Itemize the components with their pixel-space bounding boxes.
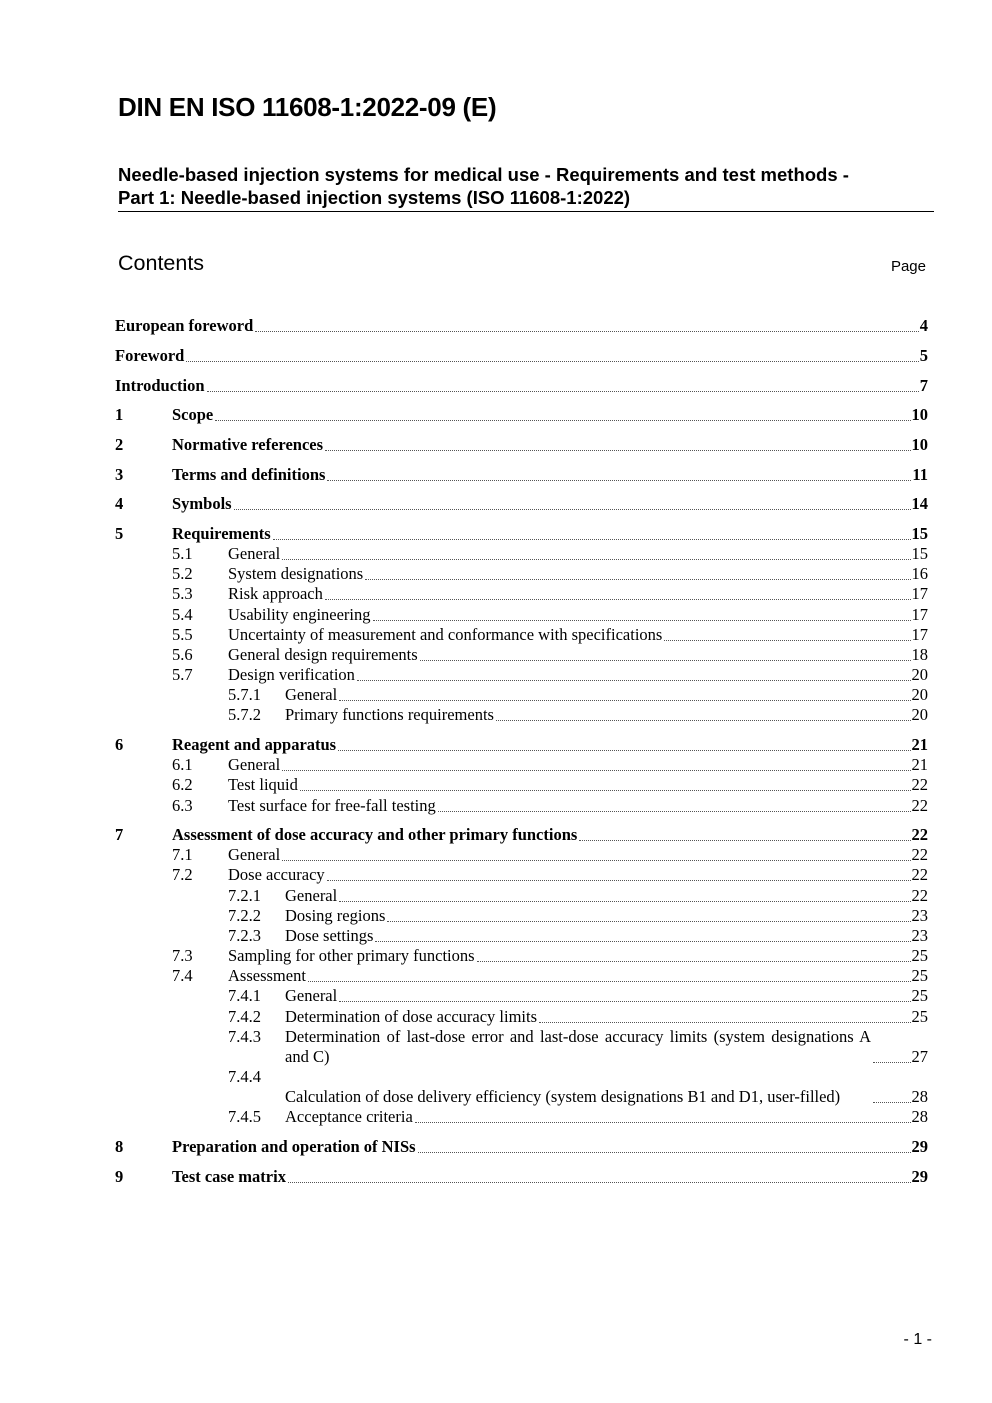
toc-dot-leader — [365, 565, 910, 580]
toc-dot-leader — [327, 866, 911, 881]
toc-entry-title: Introduction — [115, 376, 205, 395]
toc-entry-number: 2 — [115, 435, 124, 454]
toc-entry[interactable] — [0, 376, 928, 396]
toc-entry-page: 25 — [911, 946, 928, 965]
toc-entry-title: Requirements — [172, 524, 271, 543]
document-subtitle — [118, 163, 934, 212]
toc-entry[interactable] — [0, 544, 928, 564]
toc-entry-title: Dose settings — [285, 926, 374, 945]
toc-entry[interactable] — [0, 755, 928, 775]
toc-dot-leader — [373, 606, 911, 621]
toc-entry[interactable] — [0, 705, 928, 725]
toc-dot-leader — [255, 317, 918, 332]
toc-entry-number: 7.2 — [172, 865, 193, 884]
toc-dot-leader — [186, 347, 918, 362]
toc-dot-leader — [438, 797, 911, 812]
footer-page-number: - 1 - — [903, 1331, 932, 1348]
toc-entry-number: 5.3 — [172, 584, 193, 603]
toc-entry-number: 5 — [115, 524, 124, 543]
toc-entry-title: Reagent and apparatus — [172, 735, 337, 754]
toc-entry-title: General design requirements — [228, 645, 418, 664]
toc-entry-number: 7.2.3 — [228, 926, 261, 945]
toc-entry-title: General — [228, 544, 281, 563]
toc-entry[interactable] — [0, 645, 928, 665]
toc-dot-leader — [375, 927, 910, 942]
toc-entry-title: Dose accuracy — [228, 865, 325, 884]
toc-entry-page: 25 — [911, 1007, 928, 1026]
toc-entry-page: 7 — [919, 376, 928, 395]
toc-dot-leader — [282, 756, 910, 771]
toc-entry-title: Test case matrix — [172, 1167, 286, 1186]
subtitle-line-1: Needle-based injection systems for medical use - Requirements and test methods - — [118, 164, 849, 185]
toc-entry[interactable] — [0, 1027, 928, 1067]
toc-entry-page: 17 — [911, 584, 928, 603]
toc-entry-page: 29 — [911, 1137, 928, 1156]
toc-entry[interactable] — [0, 465, 928, 485]
toc-entry-title: European foreword — [115, 316, 254, 335]
toc-entry-title: Sampling for other primary functions — [228, 946, 475, 965]
toc-entry-page: 28 — [911, 1087, 928, 1106]
toc-entry[interactable] — [0, 346, 928, 366]
toc-entry-number: 6 — [115, 735, 124, 754]
toc-dot-leader — [338, 736, 910, 751]
page-column-label: Page — [890, 258, 926, 275]
toc-entry-number: 7.1 — [172, 845, 193, 864]
toc-entry-page: 25 — [911, 966, 928, 985]
toc-entry-page: 15 — [911, 524, 928, 543]
toc-entry-title: General — [285, 886, 338, 905]
toc-entry[interactable] — [0, 405, 928, 425]
toc-entry-number: 7.3 — [172, 946, 193, 965]
toc-entry-number: 5.2 — [172, 564, 193, 583]
toc-entry-number: 7.4 — [172, 966, 193, 985]
toc-entry-title: Assessment of dose accuracy and other primary functions — [172, 825, 578, 844]
toc-entry-page: 22 — [911, 845, 928, 864]
toc-dot-leader — [579, 826, 910, 841]
toc-entry-page: 22 — [911, 796, 928, 815]
toc-entry-number: 7.4.4 — [228, 1067, 261, 1086]
toc-entry-number: 5.1 — [172, 544, 193, 563]
toc-entry-page: 28 — [911, 1107, 928, 1126]
toc-entry-number: 5.5 — [172, 625, 193, 644]
toc-entry-title: Design verification — [228, 665, 355, 684]
toc-entry-number: 4 — [115, 494, 124, 513]
toc-entry-number: 5.7.2 — [228, 705, 261, 724]
toc-entry[interactable] — [0, 605, 928, 625]
toc-entry[interactable] — [0, 435, 928, 455]
toc-entry-number: 1 — [115, 405, 124, 424]
toc-entry-page: 22 — [911, 825, 928, 844]
toc-entry-page: 21 — [911, 755, 928, 774]
toc-entry-page: 22 — [911, 775, 928, 794]
toc-dot-leader — [273, 525, 911, 540]
toc-dot-leader — [282, 846, 910, 861]
toc-dot-leader — [282, 545, 910, 560]
toc-entry[interactable] — [0, 564, 928, 584]
toc-dot-leader — [288, 1168, 911, 1183]
toc-dot-leader — [873, 1048, 911, 1063]
toc-dot-leader — [308, 967, 911, 982]
toc-entry[interactable] — [0, 775, 928, 795]
toc-dot-leader — [418, 1138, 911, 1153]
toc-entry-title: Calculation of dose delivery efficiency (system designations B1 and D1, user-filled) — [285, 1087, 841, 1106]
toc-entry-page: 11 — [912, 465, 928, 484]
toc-dot-leader — [300, 776, 911, 791]
toc-entry-title: Uncertainty of measurement and conformance with specifications — [228, 625, 663, 644]
toc-entry-number: 9 — [115, 1167, 124, 1186]
toc-entry-title: Foreword — [115, 346, 185, 365]
toc-entry[interactable] — [0, 1067, 928, 1107]
toc-dot-leader — [420, 646, 911, 661]
toc-entry-title: General — [228, 845, 281, 864]
toc-entry-number: 7.4.2 — [228, 1007, 261, 1026]
toc-entry-page: 17 — [911, 625, 928, 644]
toc-entry-number: 5.6 — [172, 645, 193, 664]
toc-entry-page: 22 — [911, 886, 928, 905]
toc-entry-title: Scope — [172, 405, 214, 424]
toc-entry-title: Determination of last-dose error and last-dose accuracy limits (system designations A and C) — [285, 1027, 871, 1066]
toc-entry-page: 23 — [911, 906, 928, 925]
toc-entry-number: 5.7.1 — [228, 685, 261, 704]
toc-entry-number: 6.1 — [172, 755, 193, 774]
toc-entry-page: 20 — [911, 665, 928, 684]
toc-dot-leader — [325, 436, 910, 451]
toc-entry-title: General — [285, 685, 338, 704]
toc-entry-page: 29 — [911, 1167, 928, 1186]
toc-entry-page: 10 — [911, 405, 928, 424]
toc-entry[interactable] — [0, 946, 928, 966]
toc-entry-title: Symbols — [172, 494, 232, 513]
toc-entry-title: Usability engineering — [228, 605, 371, 624]
toc-entry-title: Determination of dose accuracy limits — [285, 1007, 537, 1026]
toc-entry-page: 20 — [911, 705, 928, 724]
toc-dot-leader — [415, 1108, 911, 1123]
toc-entry-number: 7.4.1 — [228, 986, 261, 1005]
toc-entry-title: Primary functions requirements — [285, 705, 494, 724]
toc-entry-title: Test surface for free-fall testing — [228, 796, 436, 815]
toc-entry-title: Acceptance criteria — [285, 1107, 413, 1126]
toc-dot-leader — [215, 406, 910, 421]
toc-entry-title: General — [285, 986, 338, 1005]
toc-entry-title: Preparation and operation of NISs — [172, 1137, 416, 1156]
subtitle-line-2: Part 1: Needle-based injection systems (ISO 11608-1:2022) — [118, 187, 631, 208]
toc-entry[interactable] — [0, 584, 928, 604]
toc-dot-leader — [477, 947, 911, 962]
toc-entry-page: 4 — [919, 316, 928, 335]
toc-entry-number: 6.3 — [172, 796, 193, 815]
toc-entry-page: 5 — [919, 346, 928, 365]
toc-entry-page: 21 — [911, 735, 928, 754]
toc-entry[interactable] — [0, 886, 928, 906]
toc-entry-title: Test liquid — [228, 775, 298, 794]
toc-entry-page: 17 — [911, 605, 928, 624]
toc-entry-number: 5.7 — [172, 665, 193, 684]
toc-entry[interactable] — [0, 986, 928, 1006]
toc-entry-page: 22 — [911, 865, 928, 884]
contents-heading: Contents — [118, 251, 205, 275]
toc-entry-number: 7 — [115, 825, 124, 844]
toc-entry-page: 18 — [911, 645, 928, 664]
toc-entry[interactable] — [0, 926, 928, 946]
toc-entry-page: 23 — [911, 926, 928, 945]
toc-entry-title: Dosing regions — [285, 906, 386, 925]
toc-dot-leader — [873, 1088, 911, 1103]
toc-entry-number: 8 — [115, 1137, 124, 1156]
toc-dot-leader — [664, 626, 910, 641]
toc-entry[interactable] — [0, 1107, 928, 1127]
toc-entry[interactable] — [0, 1167, 928, 1187]
toc-entry[interactable] — [0, 966, 928, 986]
toc-entry[interactable] — [0, 494, 928, 514]
toc-entry-number: 7.2.1 — [228, 886, 261, 905]
toc-entry-title: Terms and definitions — [172, 465, 326, 484]
toc-dot-leader — [339, 686, 910, 701]
toc-dot-leader — [325, 585, 911, 600]
toc-entry[interactable] — [0, 796, 928, 816]
toc-entry[interactable] — [0, 906, 928, 926]
toc-entry[interactable] — [0, 1007, 928, 1027]
toc-entry[interactable] — [0, 665, 928, 685]
toc-dot-leader — [207, 377, 919, 392]
toc-entry-title: Risk approach — [228, 584, 323, 603]
toc-entry-number: 6.2 — [172, 775, 193, 794]
toc-entry[interactable] — [0, 735, 928, 755]
toc-entry-page: 20 — [911, 685, 928, 704]
toc-entry[interactable] — [0, 845, 928, 865]
toc-entry-number: 5.4 — [172, 605, 193, 624]
toc-entry-title: Assessment — [228, 966, 306, 985]
toc-entry-number: 7.4.3 — [228, 1027, 261, 1046]
toc-entry-title: General — [228, 755, 281, 774]
toc-entry[interactable] — [0, 1137, 928, 1157]
toc-entry-page: 14 — [911, 494, 928, 513]
toc-entry-title: Normative references — [172, 435, 324, 454]
toc-dot-leader — [539, 1008, 911, 1023]
toc-entry-page: 27 — [911, 1047, 928, 1066]
toc-entry-number: 7.4.5 — [228, 1107, 261, 1126]
toc-dot-leader — [327, 466, 911, 481]
toc-entry[interactable] — [0, 316, 928, 336]
toc-dot-leader — [357, 666, 911, 681]
toc-entry-page: 10 — [911, 435, 928, 454]
toc-entry[interactable] — [0, 685, 928, 705]
document-title: DIN EN ISO 11608-1:2022-09 (E) — [118, 92, 497, 122]
toc-dot-leader — [234, 495, 911, 510]
toc-entry-page: 16 — [911, 564, 928, 583]
toc-dot-leader — [339, 987, 910, 1002]
toc-entry[interactable] — [0, 825, 928, 845]
toc-dot-leader — [339, 887, 910, 902]
toc-dot-leader — [387, 907, 910, 922]
toc-entry-page: 15 — [911, 544, 928, 563]
toc-entry[interactable] — [0, 625, 928, 645]
toc-dot-leader — [496, 706, 911, 721]
toc-entry-number: 3 — [115, 465, 124, 484]
toc-entry[interactable] — [0, 524, 928, 544]
toc-entry-page: 25 — [911, 986, 928, 1005]
toc-entry-number: 7.2.2 — [228, 906, 261, 925]
toc-entry-title: System designations — [228, 564, 364, 583]
toc-entry[interactable] — [0, 865, 928, 885]
